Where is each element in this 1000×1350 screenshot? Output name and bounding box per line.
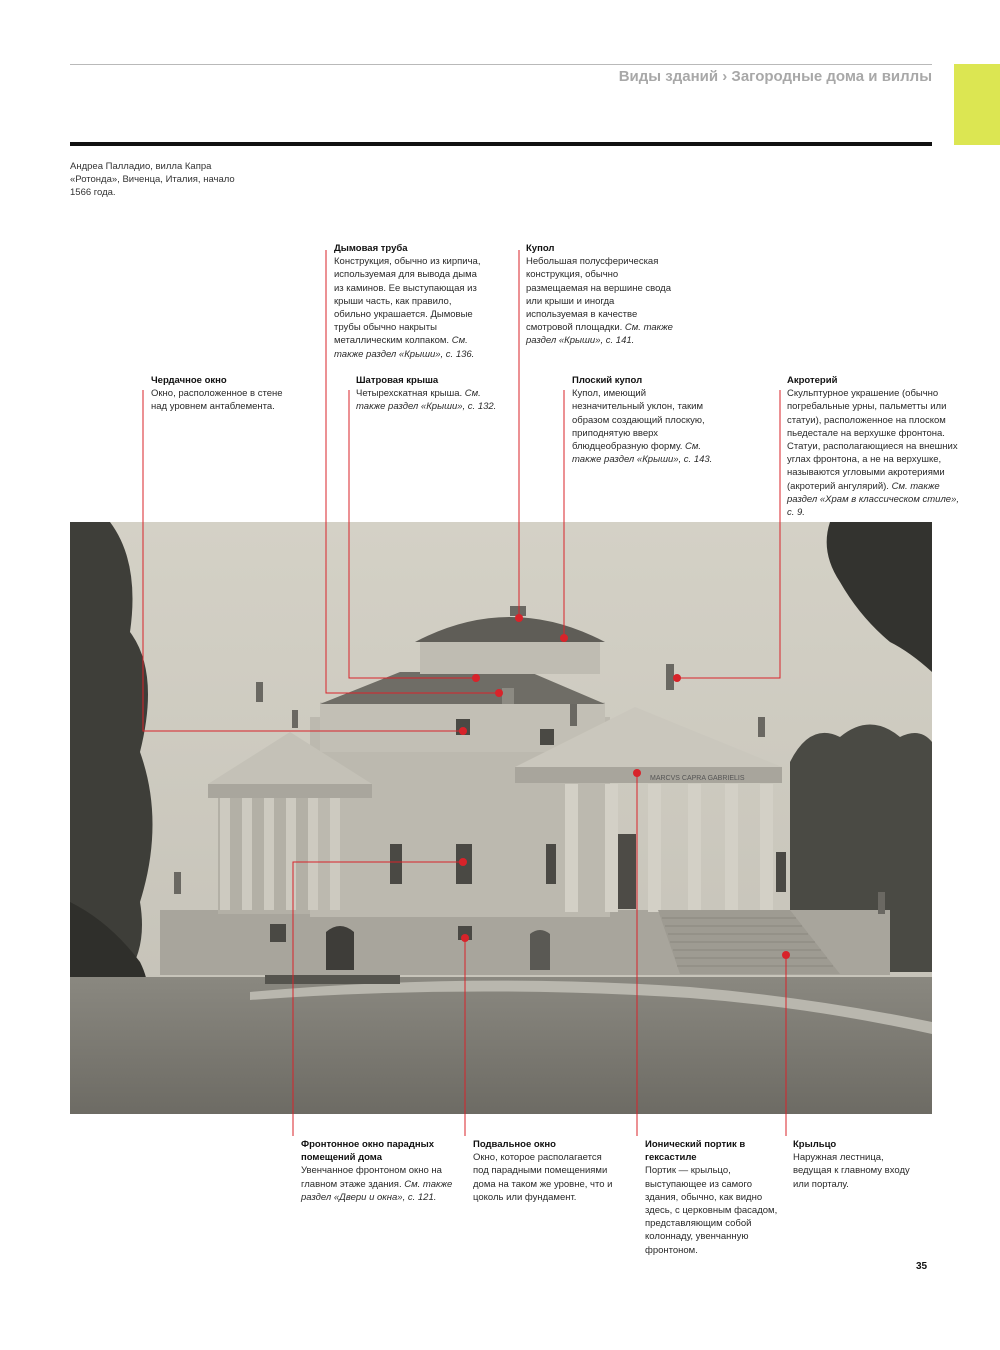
annotation-body: Купол, имеющий незначительный уклон, таким образом создающий плоскую, приподнятую вверх блюдцеобразную форму. См. также раздел «Крыши», с. 143. [572,388,713,466]
annotation-body: Портик — крыльцо, выступающее из самого здания, обычно, как видно здесь, с церковным фасадом, представляющим собой колоннаду, увенчанную фронтоном. [645,1165,778,1256]
hip-roof-dot [472,674,480,682]
annotation-title: Шатровая крыша [356,375,439,386]
photo-caption: Андреа Палладио, вилла Капра «Ротонда», Виченца, Италия, начало 1566 года. [70,161,235,198]
annotation-title: Крыльцо [793,1139,837,1150]
annotation-attic-window [151,374,301,414]
annotation-body: Окно, расположенное в стене над уровнем антаблемента. [151,388,283,413]
basement-window-dot [461,934,469,942]
annotation-hip-roof [356,374,498,414]
annotation-body: Четырехскатная крыша. См. также раздел «Крыши», с. 132. [356,388,497,413]
annotation-title: Плоский купол [572,375,643,386]
annotation-body: Скульптурное украшение (обычно погребальные урны, пальметты или статуи), расположенное на плоском пьедестале на верхушке фронтона. Статуи, располагающиеся на внешних углах фронтона, а не на верхушке, называются угловыми акротериями (акротерий ангулярий). См. также раздел «Храм в классическом стиле», с. 9. [787,388,960,519]
running-title: Виды зданий › Загородные дома и виллы [618,68,932,85]
pedimented-window-dot [459,858,467,866]
annotation-body: Увенчанное фронтоном окно на главном этаже здания. См. также раздел «Двери и окна», с. 121. [301,1165,453,1203]
annotation-body: Небольшая полусферическая конструкция, обычно размещаемая на вершине свода или крыши и иногда используемая в качестве смотровой площадки. См. также раздел «Крыши», с. 141. [526,256,673,347]
annotation-title: Дымовая труба [334,243,408,254]
annotation-title: Фронтонное окно парадных помещений дома [301,1139,434,1164]
annotation-ionic-portico [645,1138,781,1257]
cupola-dot [515,614,523,622]
stoop-dot [782,951,790,959]
annotation-title: Купол [526,243,555,254]
annotation-acroterion [787,374,963,519]
annotation-title: Ионический портик в гексастиле [645,1139,746,1164]
chimney-dot [495,689,503,697]
attic-window-dot [459,727,467,735]
acroterion-dot [673,674,681,682]
annotation-body: Конструкция, обычно из кирпича, используемая для вывода дыма из каминов. Ее выступающая из крыши часть, как правило, обильно украшается. Дымовые трубы обычно накрыты металлическим колпаком. См. также раздел «Крыши», с. 136. [334,256,481,360]
portico-inscription: MARCVS CAPRA GABRIELIS [650,775,745,782]
annotation-body: Окно, которое располагается под парадными помещениями дома на таком же уровне, что и цоколь или фундамент. [473,1152,613,1203]
annotation-stoop [793,1138,917,1191]
ionic-portico-dot [633,769,641,777]
annotation-chimney [334,242,484,361]
page-number: 35 [916,1261,928,1272]
annotation-title: Чердачное окно [151,375,227,386]
annotation-cupola [526,242,678,348]
annotation-flat-dome [572,374,720,466]
flat-dome-dot [560,634,568,642]
annotation-title: Подвальное окно [473,1139,556,1150]
annotation-pedimented-window [301,1138,453,1204]
annotation-body: Наружная лестница, ведущая к главному входу или порталу. [793,1152,910,1190]
annotation-basement-window [473,1138,615,1204]
annotation-title: Акротерий [787,375,838,386]
